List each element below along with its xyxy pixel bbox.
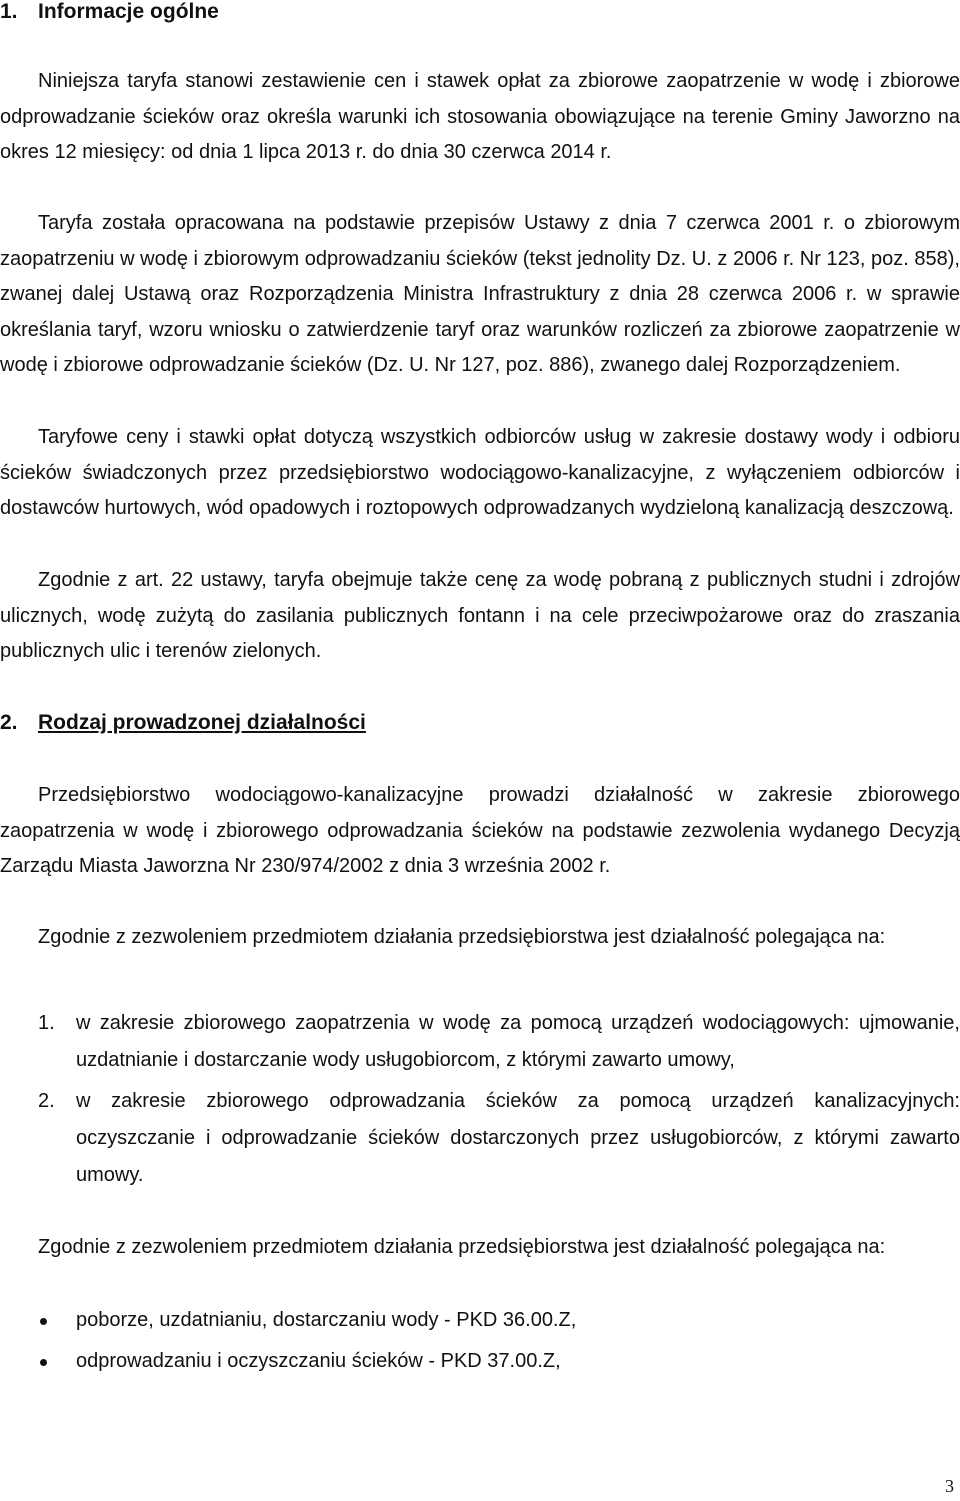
list-item-text: odprowadzaniu i oczyszczaniu ścieków - PKD 37.00.Z, <box>76 1350 561 1372</box>
activity-numbered-list <box>0 1005 960 1198</box>
list-item-text: w zakresie zbiorowego zaopatrzenia w wodę za pomocą urządzeń wodociągowych: ujmowanie, uzdatnianie i dostarczanie wody usługobiorcom, z którymi zawarto umowy, <box>76 1012 960 1071</box>
activity-bullet-list <box>0 1302 960 1384</box>
list-item-text: w zakresie zbiorowego odprowadzania ścieków za pomocą urządzeń kanalizacyjnych: oczyszczanie i odprowadzanie ścieków dostarczonych przez usługobiorców, z którymi zawarto umowy. <box>76 1090 960 1186</box>
section-1-heading <box>0 0 219 24</box>
bullet-list-item <box>0 1302 960 1339</box>
numbered-list-item <box>0 1005 960 1079</box>
section-2-title: Rodzaj prowadzonej działalności <box>38 711 366 734</box>
section-1-title: Informacje ogólne <box>38 0 219 23</box>
list-marker: 1. <box>38 1012 55 1034</box>
section-1-paragraph-3: Taryfowe ceny i stawki opłat dotyczą wszystkich odbiorców usług w zakresie dostawy wody i odbioru ścieków świadczonych przez przedsiębiorstwo wodociągowo-kanalizacyjne, z wyłączeniem odbiorców i dostawców hurtowych, wód opadowych i roztopowych odprowadzanych wydzieloną kanalizacją deszczową. <box>0 426 960 519</box>
section-1-paragraph-2: Taryfa została opracowana na podstawie przepisów Ustawy z dnia 7 czerwca 2001 r. o zbiorowym zaopatrzeniu w wodę i zbiorowym odprowadzaniu ścieków (tekst jednolity Dz. U. z 2006 r. Nr 123, poz. 858), zwanej dalej Ustawą oraz Rozporządzenia Ministra Infrastruktury z dnia 28 czerwca 2006 r. w sprawie określania taryf, wzoru wniosku o zatwierdzenie taryf oraz warunków rozliczeń za zbiorowe zaopatrzenie w wodę i zbiorowe odprowadzanie ścieków (Dz. U. Nr 127, poz. 886), zwanego dalej Rozporządzeniem. <box>0 212 960 376</box>
list-marker: 2. <box>38 1090 55 1112</box>
list-item-text: poborze, uzdatnianiu, dostarczaniu wody - PKD 36.00.Z, <box>76 1309 577 1331</box>
section-1-number: 1. <box>0 0 18 23</box>
section-2-heading <box>0 711 366 735</box>
bullet-icon <box>40 1318 47 1325</box>
section-2-paragraph-2: Zgodnie z zezwoleniem przedmiotem działania przedsiębiorstwa jest działalność polegająca na: <box>38 926 886 948</box>
section-1-paragraph-4: Zgodnie z art. 22 ustawy, taryfa obejmuje także cenę za wodę pobraną z publicznych studni i zdrojów ulicznych, wodę zużytą do zasilania publicznych fontann i na cele przeciwpożarowe oraz do zraszania publicznych ulic i terenów zielonych. <box>0 569 960 662</box>
page-number: 3 <box>945 1476 954 1496</box>
section-1-paragraph-1: Niniejsza taryfa stanowi zestawienie cen i stawek opłat za zbiorowe zaopatrzenie w wodę i zbiorowe odprowadzanie ścieków oraz określa warunki ich stosowania obowiązujące na terenie Gminy Jaworzno na okres 12 miesięcy: od dnia 1 lipca 2013 r. do dnia 30 czerwca 2014 r. <box>0 70 960 163</box>
section-2-number: 2. <box>0 711 18 734</box>
numbered-list-item <box>0 1083 960 1194</box>
bullet-list-item <box>0 1343 960 1380</box>
section-2-paragraph-1: Przedsiębiorstwo wodociągowo-kanalizacyjne prowadzi działalność w zakresie zbiorowego zaopatrzenia w wodę i zbiorowego odprowadzania ścieków na podstawie zezwolenia wydanego Decyzją Zarządu Miasta Jaworzna Nr 230/974/2002 z dnia 3 września 2002 r. <box>0 784 960 877</box>
section-2-paragraph-3: Zgodnie z zezwoleniem przedmiotem działania przedsiębiorstwa jest działalność polegająca na: <box>38 1236 886 1258</box>
bullet-icon <box>40 1359 47 1366</box>
